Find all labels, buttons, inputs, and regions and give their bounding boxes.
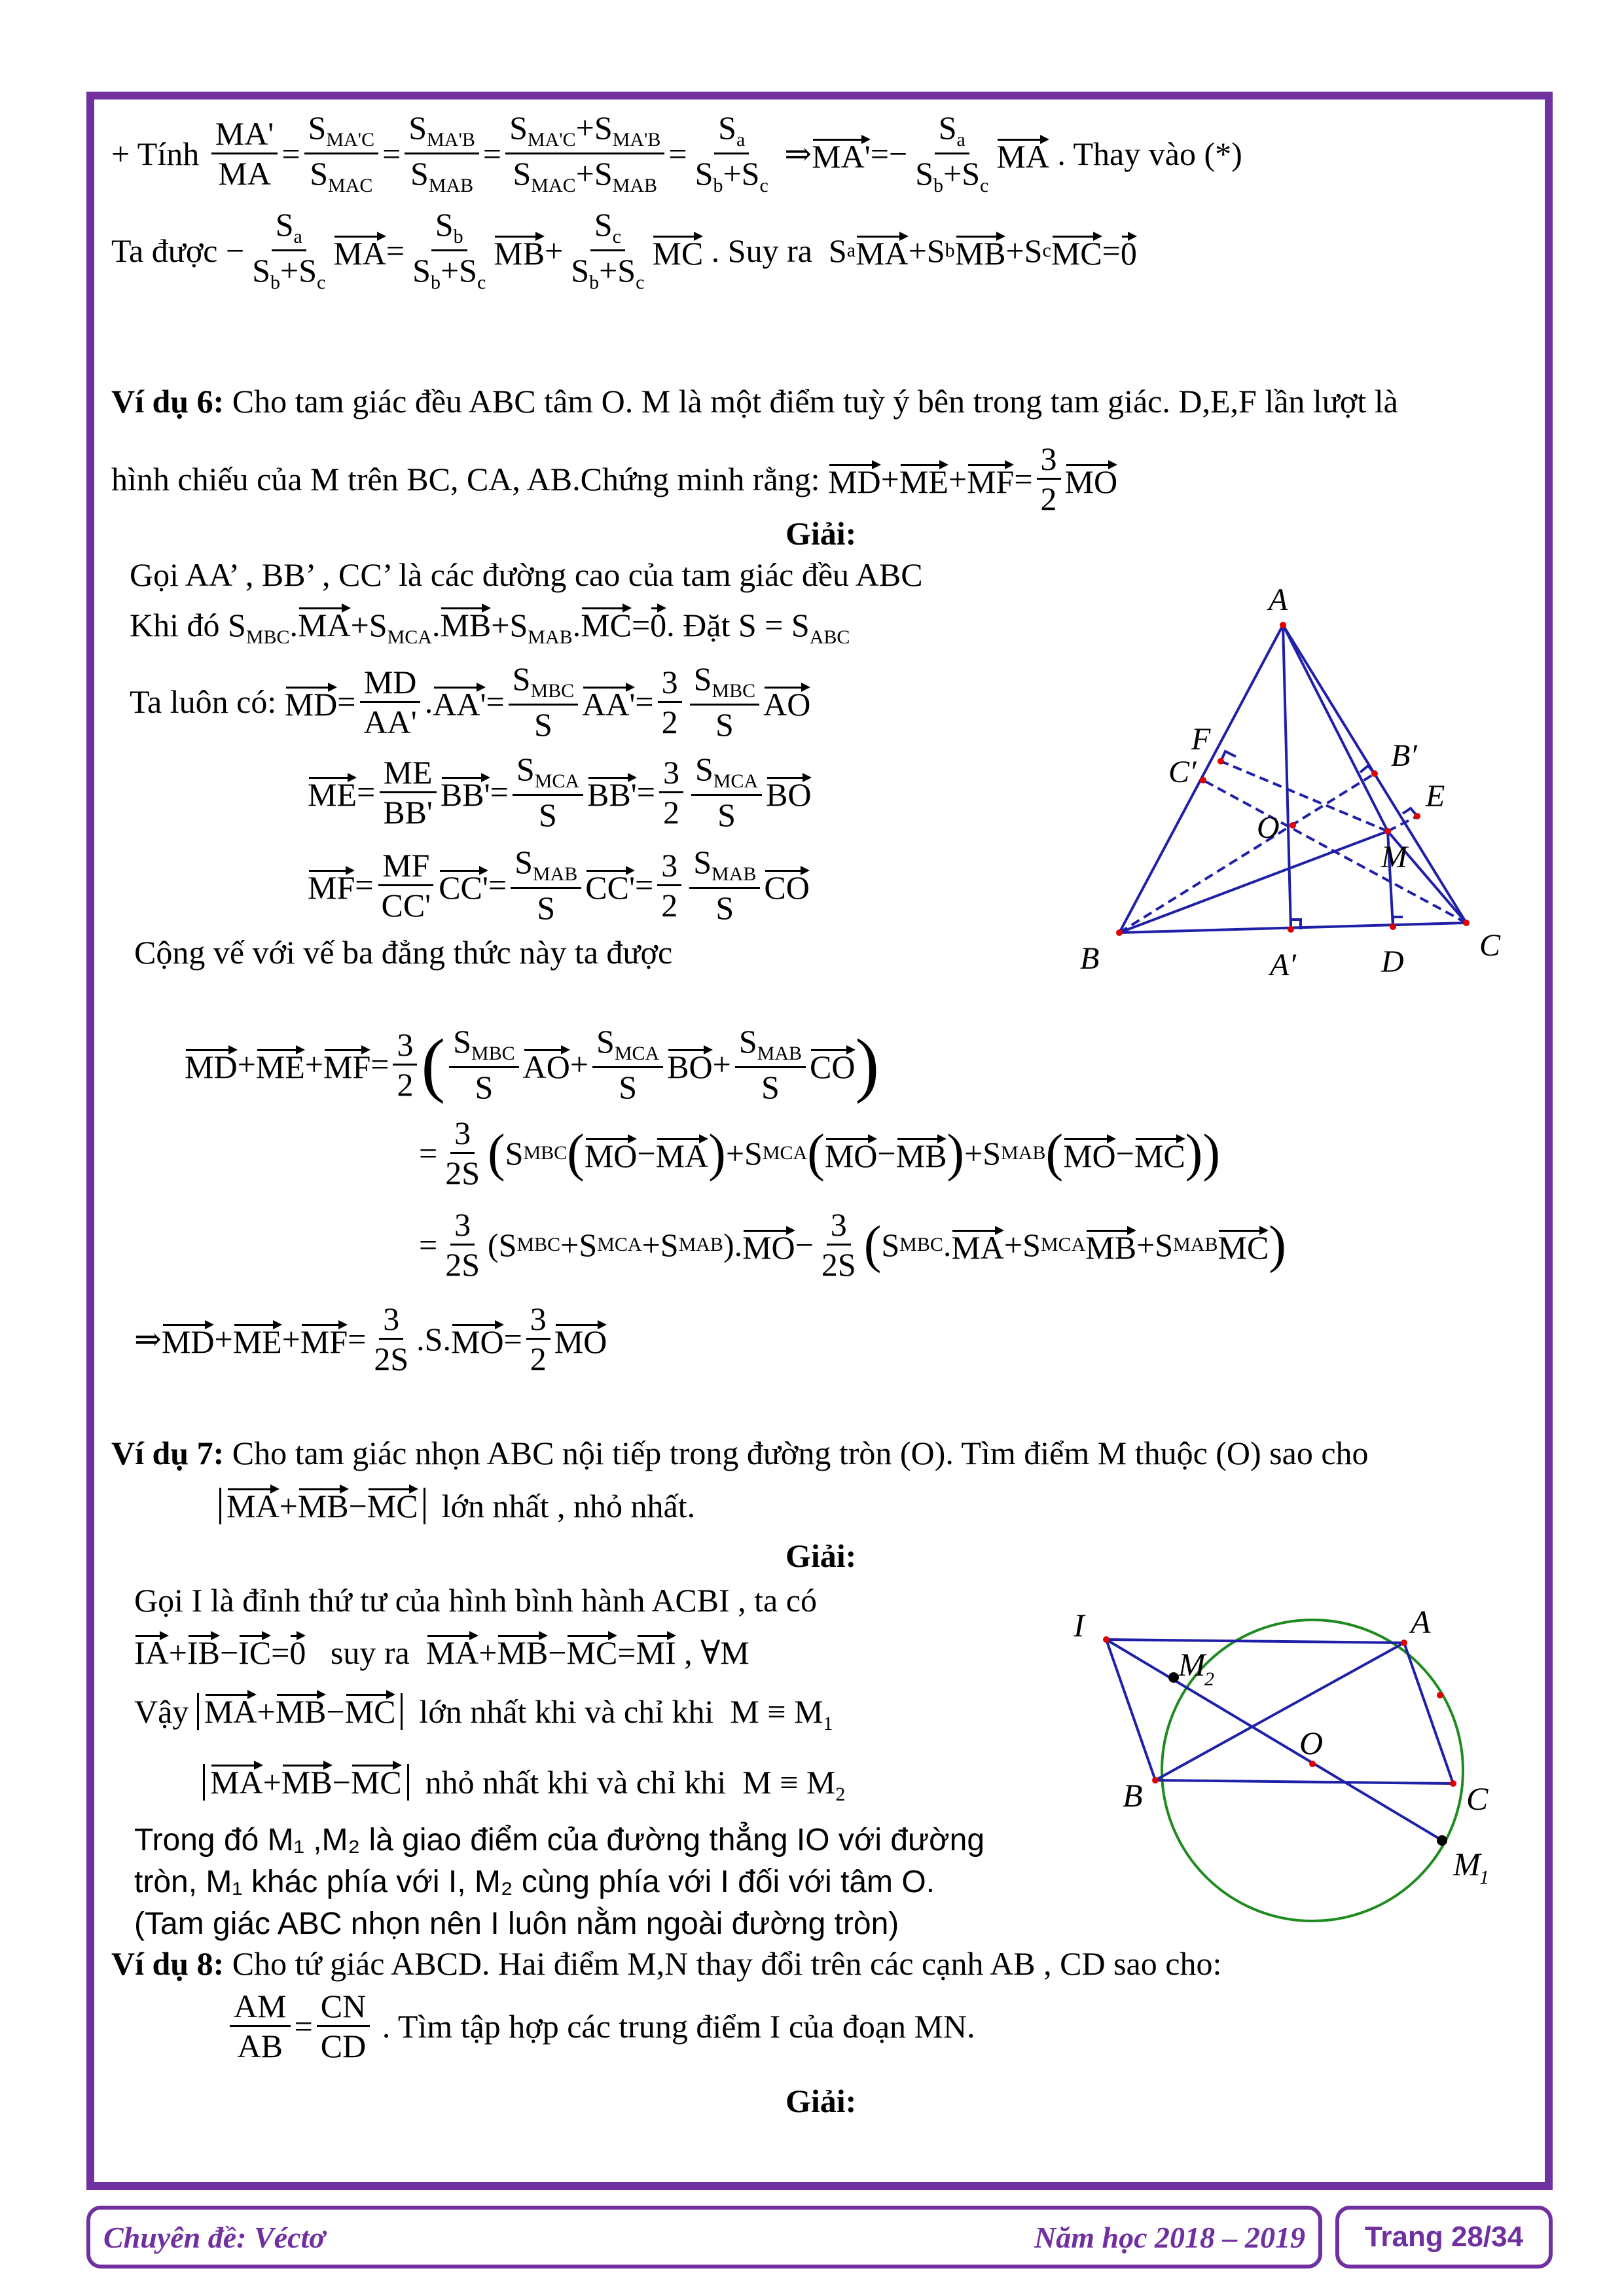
point-c1 bbox=[1200, 777, 1206, 783]
point-b bbox=[1116, 929, 1123, 936]
ex7-label: Ví dụ 7: bbox=[111, 1435, 225, 1471]
text: Cho tứ giác ABCD. Hai điểm M,N thay đổi trên các cạnh AB , CD sao cho: bbox=[232, 1945, 1222, 1982]
label-m2: M bbox=[1178, 1646, 1206, 1683]
label-a: A bbox=[1411, 1604, 1431, 1640]
label-m1: M bbox=[1453, 1846, 1481, 1882]
point-o bbox=[1309, 1761, 1316, 1767]
text: . Đặt bbox=[666, 607, 731, 643]
point-a1 bbox=[1288, 926, 1294, 933]
text: Cho tam giác đều ABC tâm O. M là một điểm tuỳ ý bên trong tam giác. D,E,F lần lượt là bbox=[232, 383, 1398, 420]
top-line-2: Ta được − $\frac{S_a}{S_b+S_c}$ MA = $\frac{S_b}{S_b+S_c}$ MB + $\frac{S_c}{S_b+S_c}$ MC . Suy ra S a MA +S b MB +S c MC = 0 bbox=[111, 206, 1137, 293]
point-m2 bbox=[1168, 1672, 1179, 1683]
ex6-label: Ví dụ 6: bbox=[111, 383, 225, 420]
ex8-solution-heading: Giải: bbox=[785, 2083, 857, 2119]
label-a: A bbox=[1269, 583, 1288, 617]
text: Khi đó bbox=[130, 607, 220, 643]
label-m1-sub: 1 bbox=[1479, 1867, 1489, 1888]
ex6-sol-me: ME = $\frac{ME}{BB'}$ BB' = $\frac{S_{MCA}}{S}$ BB' = $\frac{3}{2}$ $\frac{S_{MCA}}{S}$ BO bbox=[308, 751, 812, 833]
label-e: E bbox=[1426, 779, 1445, 814]
footer-topic: Chuyên đề: Véctơ bbox=[103, 2220, 325, 2254]
point-f bbox=[1218, 758, 1224, 764]
text: suy ra bbox=[330, 1634, 410, 1671]
ex6-eq-2: = $\frac{3}{2S}$ ( S MBC ( MO − MA ) +S MCA ( MO − MB ) +S MAB ( MO − MC )) bbox=[419, 1115, 1220, 1191]
label-b1: B′ bbox=[1391, 738, 1417, 773]
text: , ∀M bbox=[684, 1634, 749, 1671]
ex7-sol-6: tròn, M₁ khác phía với I, M₂ cùng phía với I đối với tâm O. bbox=[134, 1865, 935, 1899]
text: hình chiếu của M trên BC, CA, AB.Chứng minh rằng: bbox=[111, 460, 820, 497]
text: . Tìm tập hợp các trung điểm I của đoạn MN. bbox=[382, 2007, 975, 2045]
top-line-1: + Tính $\frac{MA'}{MA}$ = $\frac{S_{MA'C}}{S_{MAC}}$ = $\frac{S_{MA'B}}{S_{MAB}}$ = $\frac{S_{MA'C}+S_{MA'B}}{S_{MAC}+S_{MAB}}$ = $\frac{S_a}{S_b+S_c}$ ⇒ MA' =− $\frac{S_a}{S_b+S_c}$ MA . Thay vào (*) bbox=[111, 109, 1242, 196]
ex6-sol-mf: MF = $\frac{MF}{CC'}$ CC' = $\frac{S_{MAB}}{S}$ CC' = $\frac{3}{2}$ $\frac{S_{MAB}}{S}$ CO bbox=[308, 844, 810, 926]
ex6-eq-1: MD + ME + MF = $\frac{3}{2}$ ( $\frac{S_{MBC}}{S}$ AO + $\frac{S_{MCA}}{S}$ BO + $\frac{S_{MAB}}{S}$ CO ) bbox=[185, 1023, 880, 1105]
ex7-sol-4: MA+MB−MC nhỏ nhất khi và chỉ khi $M \equiv M_2$ bbox=[203, 1761, 845, 1804]
ex6-sol-3: Ta luôn có: MD = $\frac{MD}{AA'}$ . AA' = $\frac{S_{MBC}}{S}$ AA' = $\frac{3}{2}$ $\frac{S_{MBC}}{S}$ AO bbox=[130, 660, 811, 743]
triangle-figure bbox=[1060, 576, 1545, 1008]
text: . Suy ra bbox=[711, 232, 812, 269]
text: Ta được bbox=[111, 232, 218, 269]
footer-left bbox=[86, 2206, 1322, 2269]
label-c: C bbox=[1466, 1780, 1489, 1817]
label-b: B bbox=[1123, 1777, 1143, 1814]
ex8-label: Ví dụ 8: bbox=[111, 1945, 225, 1982]
footer-page bbox=[1335, 2206, 1553, 2269]
point-a bbox=[1280, 622, 1286, 628]
altitude-aa1 bbox=[1283, 625, 1291, 929]
ex6-eq-3: = $\frac{3}{2S}$ (S MBC +S MCA +S MAB ). MO − $\frac{3}{2S}$ ( S MBC . MA +S MCA MB +S MAB MC ) bbox=[419, 1206, 1286, 1283]
label-a1: A′ bbox=[1270, 948, 1296, 982]
ex7-sol-7: (Tam giác ABC nhọn nên I luôn nằm ngoài đường tròn) bbox=[134, 1907, 899, 1941]
label-c1: C′ bbox=[1168, 755, 1197, 789]
ex6-sol-1: Gọi AA’ , BB’ , CC’ là các đường cao của tam giác đều ABC bbox=[130, 556, 923, 593]
ex7-sol-2: IA+IB−IC=0 suy ra MA+MB−MC=MI , ∀M bbox=[134, 1631, 749, 1669]
point-m1 bbox=[1437, 1835, 1447, 1846]
point-c bbox=[1463, 920, 1470, 926]
point-b1 bbox=[1371, 770, 1378, 777]
ex7-statement-1 bbox=[111, 1437, 1369, 1469]
line-io bbox=[1106, 1640, 1440, 1839]
text: + Tính bbox=[111, 135, 200, 172]
text: lớn nhất , nhỏ nhất. bbox=[441, 1488, 696, 1524]
ex6-solution-heading: Giải: bbox=[785, 515, 857, 552]
ex8-statement-1 bbox=[111, 1947, 1221, 1980]
ex7-sol-1: Gọi I là đỉnh thứ tư của hình bình hành ACBI , ta có bbox=[134, 1582, 817, 1619]
segment-am bbox=[1283, 625, 1388, 831]
ex6-sol-4: Cộng vế với vế ba đẳng thức này ta được bbox=[134, 934, 673, 971]
label-o: O bbox=[1257, 810, 1280, 845]
point-arc bbox=[1437, 1692, 1443, 1698]
label-b: B bbox=[1080, 941, 1100, 976]
label-c: C bbox=[1479, 928, 1501, 963]
point-i bbox=[1103, 1636, 1110, 1643]
label-m2-sub: 2 bbox=[1204, 1668, 1214, 1690]
point-d bbox=[1390, 924, 1396, 930]
circle-o bbox=[1162, 1620, 1463, 1921]
label-d: D bbox=[1381, 944, 1404, 979]
ex6-statement-2: hình chiếu của M trên BC, CA, AB.Chứng minh rằng: MD + ME + MF = $\frac{3}{2}$ MO bbox=[111, 440, 1118, 517]
page-number: Trang 28/34 bbox=[1364, 2221, 1524, 2253]
footer-year: Năm học 2018 – 2019 bbox=[1034, 2220, 1305, 2254]
text: lớn nhất khi và chỉ khi bbox=[419, 1693, 714, 1730]
ex7-sol-5: Trong đó M₁ ,M₂ là giao điểm của đường thẳng IO với đường bbox=[134, 1823, 985, 1857]
ex6-statement-1 bbox=[111, 385, 1398, 418]
label-f: F bbox=[1191, 722, 1211, 757]
text: . Thay vào (*) bbox=[1057, 135, 1242, 172]
ex6-eq-4: ⇒ MD + ME + MF = $\frac{3}{2S}$ .S. MO = $\frac{3}{2}$ MO bbox=[134, 1300, 607, 1377]
label-o: O bbox=[1299, 1725, 1324, 1761]
label-i: I bbox=[1074, 1607, 1085, 1643]
text: Vậy bbox=[134, 1693, 189, 1730]
text: nhỏ nhất khi và chỉ khi bbox=[425, 1764, 727, 1801]
ex7-sol-3: Vậy MA+MB−MC lớn nhất khi và chỉ khi $M \equiv M_1$ bbox=[134, 1690, 833, 1734]
circle-figure bbox=[1047, 1577, 1545, 1944]
label-m: M bbox=[1381, 840, 1407, 874]
point-b bbox=[1152, 1777, 1159, 1784]
point-c bbox=[1450, 1780, 1456, 1787]
point-a bbox=[1401, 1640, 1407, 1646]
ex6-sol-2: Khi đó $S_{MBC}.MA+S_{MCA}.MB+S_{MAB}.MC=0$. Đặt $S = S_{ABC}$ bbox=[130, 603, 850, 647]
point-o bbox=[1290, 822, 1296, 829]
text: Cho tam giác nhọn ABC nội tiếp trong đường tròn (O). Tìm điểm M thuộc (O) sao cho bbox=[232, 1435, 1369, 1471]
ex7-statement-2: MA+MB−MC lớn nhất , nhỏ nhất. bbox=[219, 1484, 695, 1522]
ex7-solution-heading: Giải: bbox=[785, 1537, 857, 1574]
point-m bbox=[1384, 828, 1391, 834]
ex8-statement-2: $\frac{AM}{AB}$ = $\frac{CN}{CD}$ . Tìm tập hợp các trung điểm I của đoạn MN. bbox=[226, 1990, 975, 2062]
text: Ta luôn có: bbox=[130, 683, 277, 720]
point-e bbox=[1414, 813, 1420, 819]
segment-bm bbox=[1119, 831, 1388, 933]
